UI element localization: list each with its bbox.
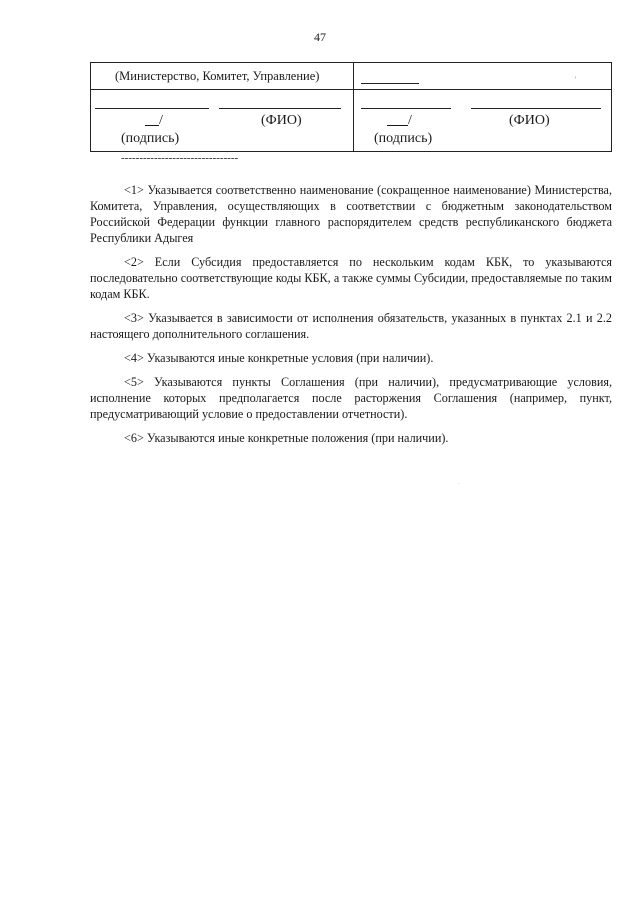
scan-speck: .: [458, 480, 460, 486]
footnote-6: <6> Указываются иные конкретные положения (при наличии).: [124, 431, 449, 445]
footnote-3: <3> Указывается в зависимости от исполнения обязательств, указанных в пунктах 2.1 и 2.2 настоящего дополнительного соглашения.: [90, 311, 612, 341]
footnote-1: <1> Указывается соответственно наименование (сокращенное наименование) Министерства, Комитета, Управления, осуществляющих в соответствии с бюджетным законодательством Российской Федерации функции главного распорядителем средств республиканского бюджета Республики Адыгея: [90, 183, 612, 245]
left-signature-line: [95, 108, 209, 109]
right-org-blank-line: [361, 83, 419, 84]
right-slash: /: [408, 113, 412, 128]
page-number: 47: [314, 30, 326, 44]
left-signature-caption: (подпись): [121, 131, 180, 146]
footnotes: [90, 182, 612, 454]
left-fio-caption: (ФИО): [261, 113, 302, 128]
left-fio-line: [219, 108, 341, 109]
table-row-divider: [91, 89, 611, 90]
footnote-5: <5> Указываются пункты Соглашения (при наличии), предусматривающие условия, исполнение которых предполагается после расторжения Соглашения (например, пункт, предусматривающий условие о предоставлении отчетности).: [90, 375, 612, 421]
left-slash: /: [159, 113, 163, 128]
right-fio-caption: (ФИО): [509, 113, 550, 128]
table-column-divider: [353, 63, 354, 151]
signature-table: [90, 62, 612, 152]
right-fio-line: [471, 108, 601, 109]
footnote-separator: --------------------------------: [121, 152, 239, 164]
scan-mark: ': [575, 75, 577, 84]
org-type-label: (Министерство, Комитет, Управление): [115, 69, 320, 83]
footnote-2: <2> Если Субсидия предоставляется по нескольким кодам КБК, то указываются последовательно соответствующие коды КБК, а также суммы Субсидии, предоставляемые по таким кодам КБК.: [90, 255, 612, 301]
right-signature-caption: (подпись): [374, 131, 433, 146]
right-signature-line: [361, 108, 451, 109]
footnote-4: <4> Указываются иные конкретные условия (при наличии).: [124, 351, 434, 365]
